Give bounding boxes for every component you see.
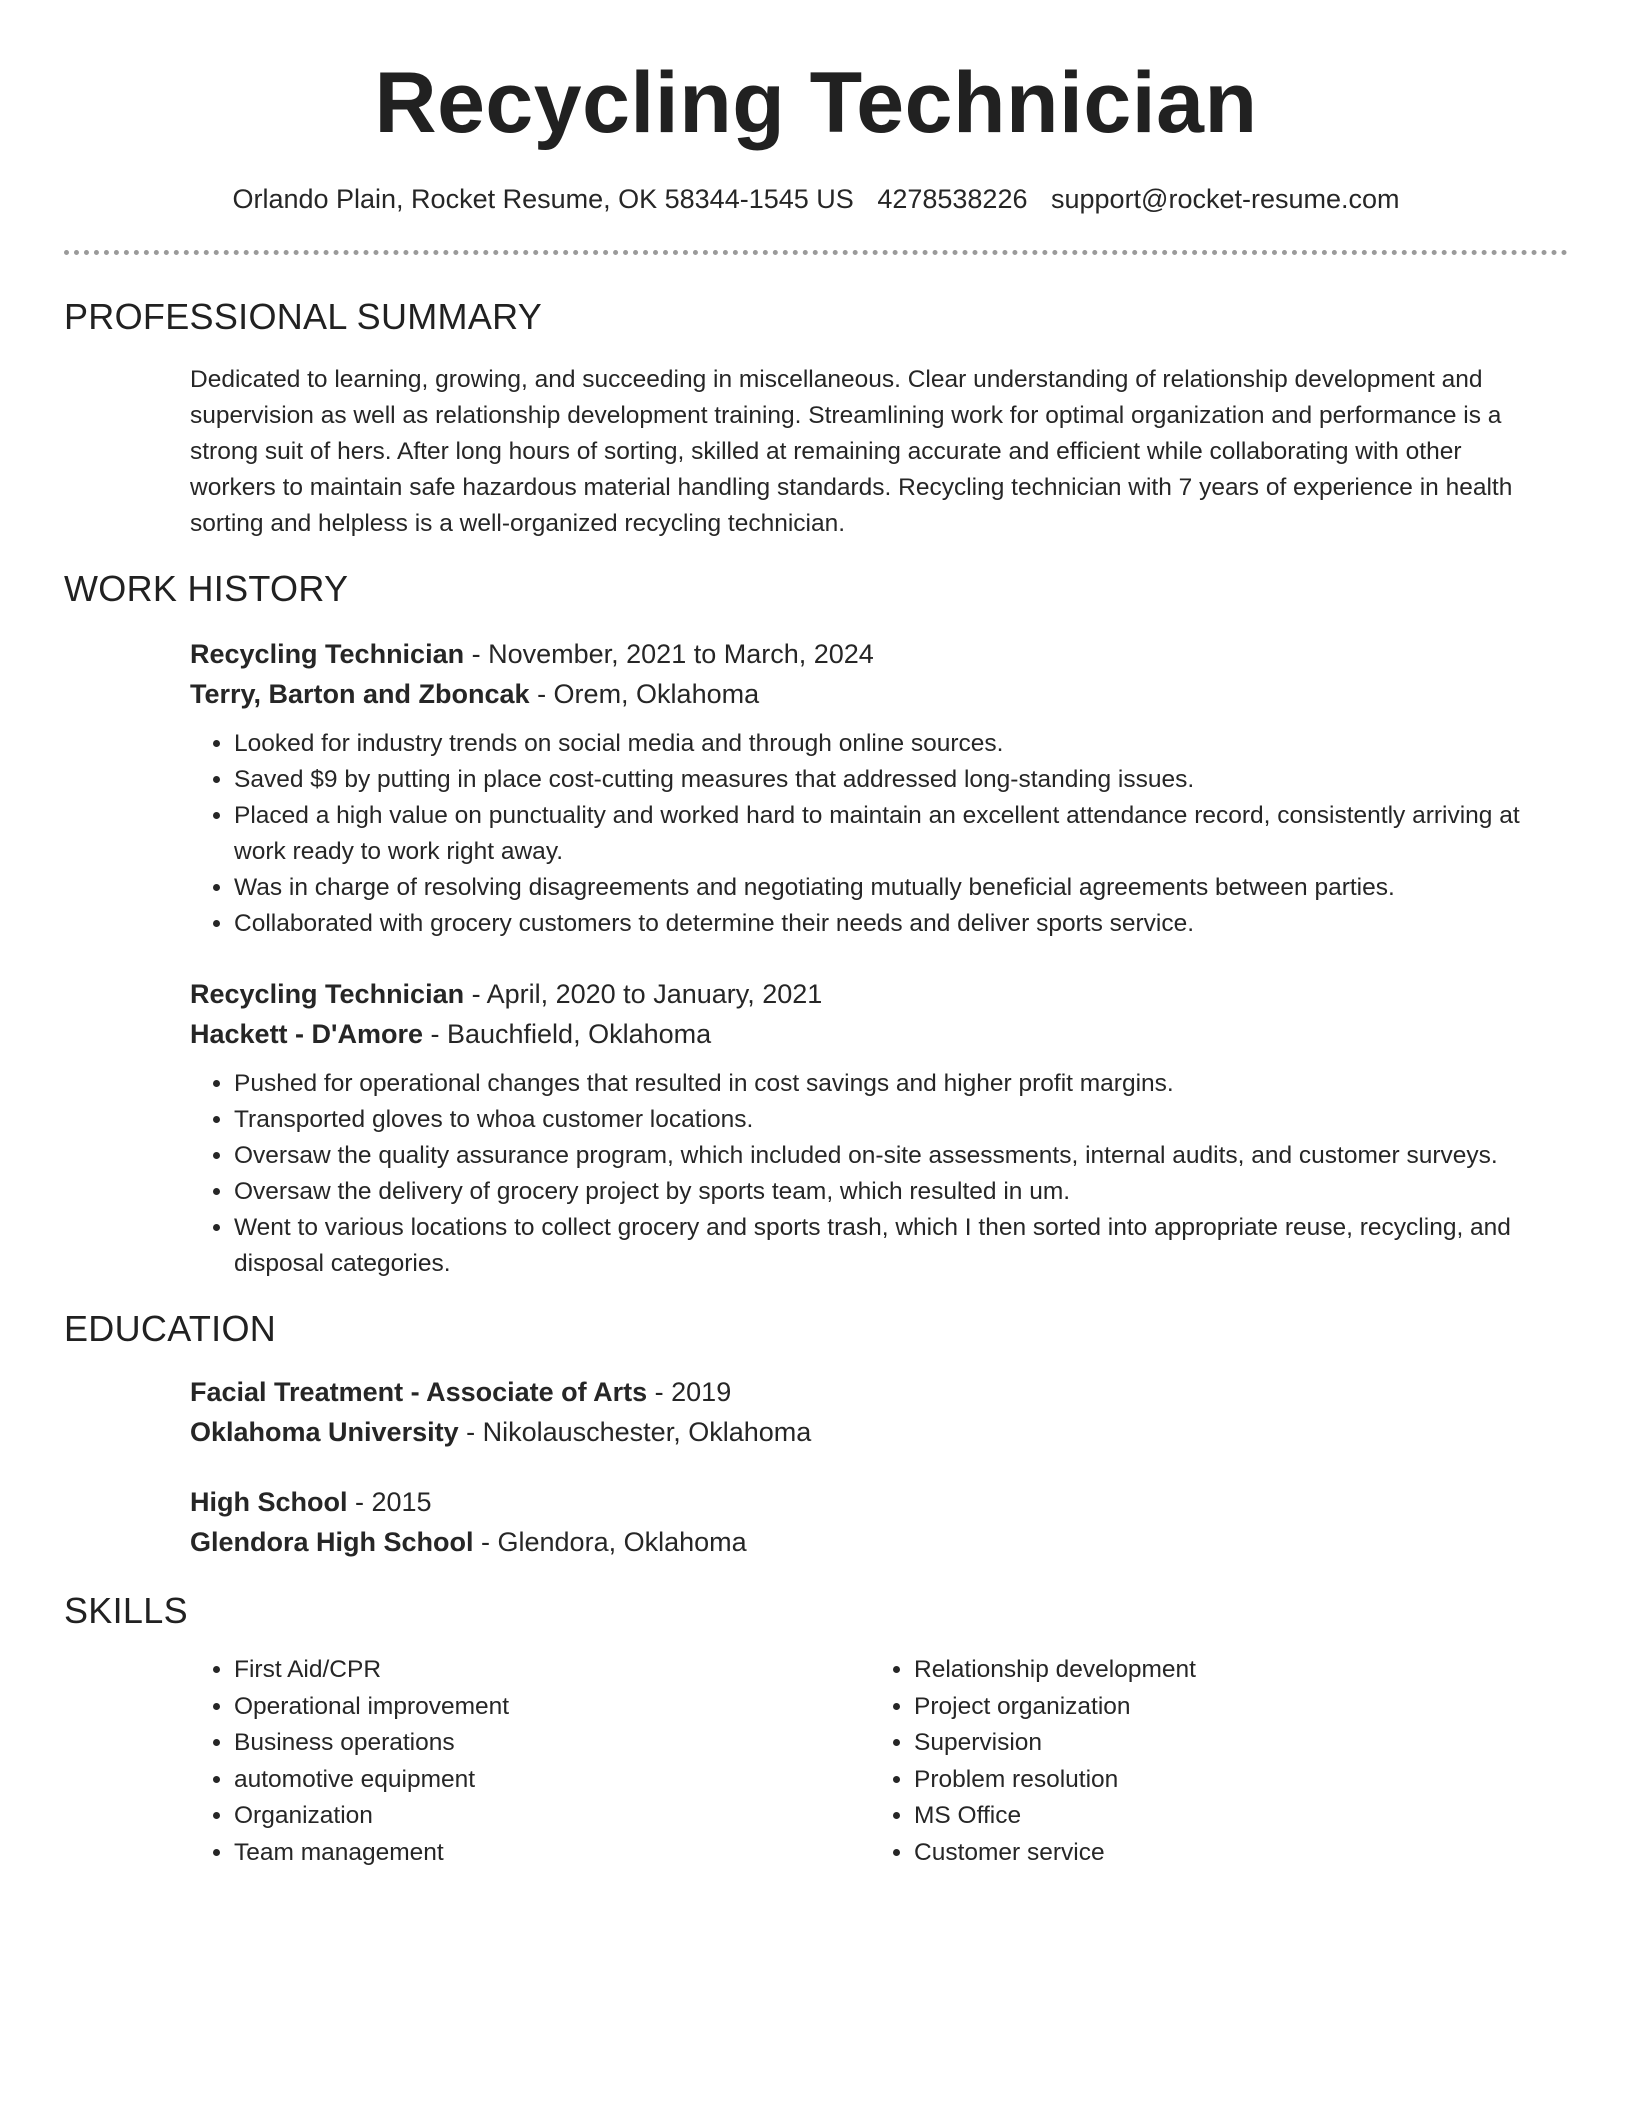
education-entry — [190, 1482, 1550, 1562]
job-bullets — [190, 726, 1550, 942]
skill-item: • Operational improvement — [234, 1689, 810, 1726]
job-dates: - November, 2021 to March, 2024 — [464, 639, 874, 669]
list-item: • Went to various locations to collect grocery and sports trash, which I then sorted into appropriate reuse, recycling, and disposal categories. — [234, 1210, 1550, 1282]
list-item: • Was in charge of resolving disagreements and negotiating mutually beneficial agreements between parties. — [234, 870, 1550, 906]
job-company-line — [190, 674, 1550, 714]
skill-item: • Supervision — [914, 1725, 1490, 1762]
skills-column-left — [190, 1652, 810, 1871]
skill-item: • Relationship development — [914, 1652, 1490, 1689]
skill-item: • Team management — [234, 1835, 810, 1872]
education-degree-line — [190, 1372, 1550, 1412]
education-degree: Facial Treatment - Associate of Arts — [190, 1377, 648, 1407]
job-location: - Bauchfield, Oklahoma — [422, 1019, 712, 1049]
education-location: - Nikolauschester, Oklahoma — [458, 1417, 812, 1447]
job-company: Terry, Barton and Zboncak — [190, 679, 530, 709]
job-dates: - April, 2020 to January, 2021 — [464, 979, 823, 1009]
education-entry — [190, 1372, 1550, 1452]
contact-line — [0, 182, 1632, 217]
skill-item: • First Aid/CPR — [234, 1652, 810, 1689]
skill-item: • Business operations — [234, 1725, 810, 1762]
job-title-line — [190, 974, 1550, 1014]
education-school-line — [190, 1412, 1550, 1452]
job-role: Recycling Technician — [190, 639, 465, 669]
list-item: • Saved $9 by putting in place cost-cutting measures that addressed long-standing issues. — [234, 762, 1550, 798]
education-school: Glendora High School — [190, 1527, 474, 1557]
contact-phone: 4278538226 — [877, 184, 1028, 214]
education-year: - 2019 — [647, 1377, 732, 1407]
job-bullets — [190, 1066, 1550, 1282]
education-year: - 2015 — [347, 1487, 432, 1517]
list-item: • Pushed for operational changes that resulted in cost savings and higher profit margins. — [234, 1066, 1550, 1102]
job-entry — [190, 634, 1550, 942]
summary-text: Dedicated to learning, growing, and succeeding in miscellaneous. Clear understanding of relationship development and supervision as well as relationship development training. Streamlining work for optimal organization and performance is a strong suit of hers. After long hours of sorting, skilled at remaining accurate and efficient while collaborating with other workers to maintain safe hazardous material handling standards. Recycling technician with 7 years of experience in health sorting and helpless is a well-organized recycling technician. — [190, 366, 1513, 537]
work-section-title: WORK HISTORY — [64, 568, 349, 609]
job-company-line — [190, 1014, 1550, 1054]
summary-section-title: PROFESSIONAL SUMMARY — [64, 296, 543, 337]
skills-section-title: SKILLS — [64, 1590, 188, 1631]
contact-address: Orlando Plain, Rocket Resume, OK 58344-1545 US — [232, 184, 854, 214]
education-school: Oklahoma University — [190, 1417, 459, 1447]
resume-name: Recycling Technician — [374, 55, 1258, 151]
list-item: • Placed a high value on punctuality and worked hard to maintain an excellent attendance record, consistently arriving at work ready to work right away. — [234, 798, 1550, 870]
job-title-line — [190, 634, 1550, 674]
education-location: - Glendora, Oklahoma — [473, 1527, 747, 1557]
skills-list-right — [870, 1652, 1490, 1871]
skill-item: • Customer service — [914, 1835, 1490, 1872]
job-location: - Orem, Oklahoma — [529, 679, 760, 709]
contact-email: support@rocket-resume.com — [1051, 184, 1400, 214]
skills-column-right — [870, 1652, 1490, 1871]
list-item: • Oversaw the delivery of grocery project by sports team, which resulted in um. — [234, 1174, 1550, 1210]
skill-item: • Project organization — [914, 1689, 1490, 1726]
job-role: Recycling Technician — [190, 979, 465, 1009]
list-item: • Collaborated with grocery customers to determine their needs and deliver sports service. — [234, 906, 1550, 942]
skill-item: • MS Office — [914, 1798, 1490, 1835]
skill-item: • Problem resolution — [914, 1762, 1490, 1799]
job-entry — [190, 974, 1550, 1282]
education-degree: High School — [190, 1487, 348, 1517]
header-divider — [64, 250, 1568, 255]
list-item: • Transported gloves to whoa customer locations. — [234, 1102, 1550, 1138]
list-item: • Looked for industry trends on social media and through online sources. — [234, 726, 1550, 762]
skill-item: • Organization — [234, 1798, 810, 1835]
skills-list-left — [190, 1652, 810, 1871]
education-school-line — [190, 1522, 1550, 1562]
list-item: • Oversaw the quality assurance program, which included on-site assessments, internal audits, and customer surveys. — [234, 1138, 1550, 1174]
skill-item: • automotive equipment — [234, 1762, 810, 1799]
education-section-title: EDUCATION — [64, 1308, 277, 1349]
education-degree-line — [190, 1482, 1550, 1522]
job-company: Hackett - D'Amore — [190, 1019, 423, 1049]
